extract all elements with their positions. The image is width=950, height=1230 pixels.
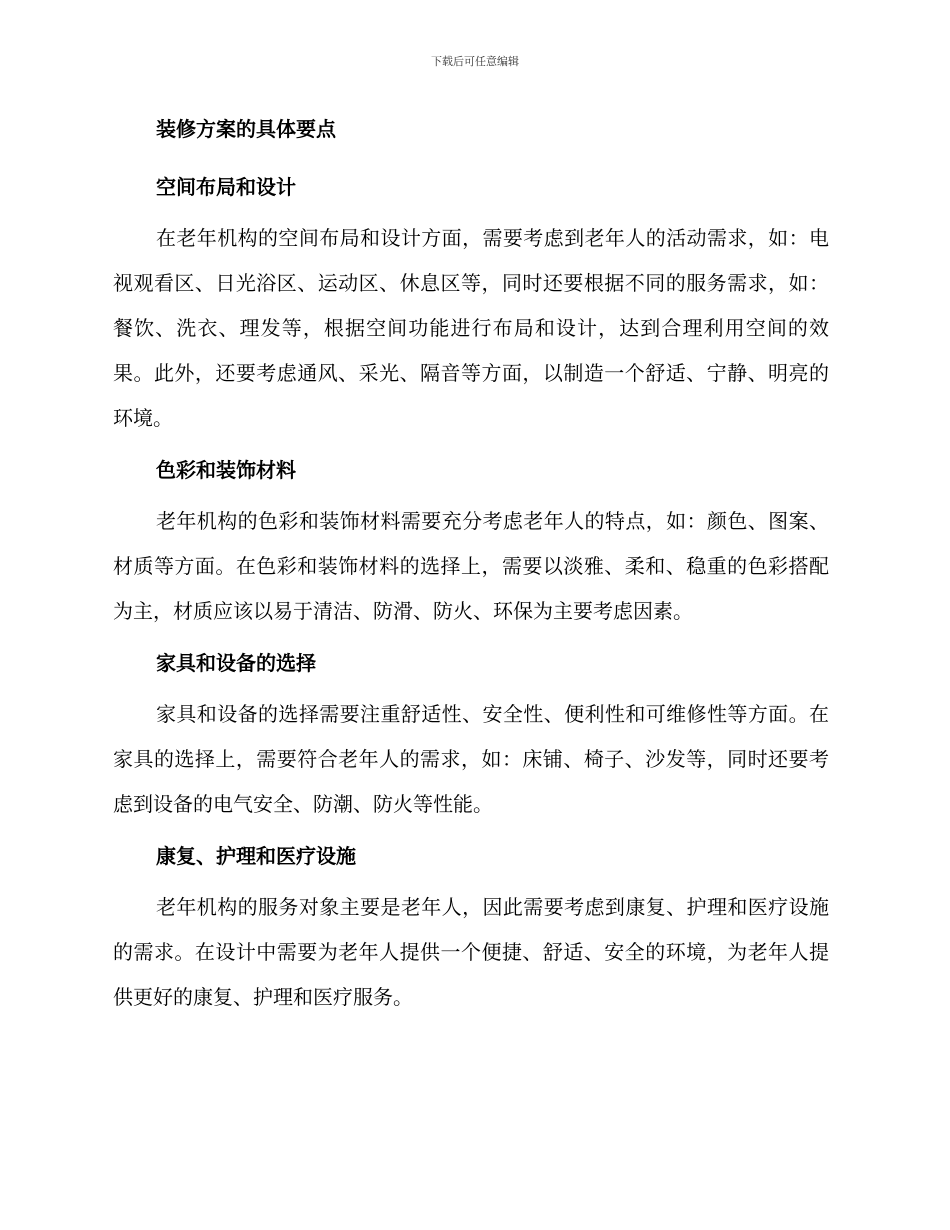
section-body-layout: 在老年机构的空间布局和设计方面，需要考虑到老年人的活动需求，如：电视观看区、日光浴区、运动区、休息区等，同时还要根据不同的服务需求，如：餐饮、洗衣、理发等，根据空间功能进行布局和设计，达到合理利用空间的效果。此外，还要考虑通风、采光、隔音等方面，以制造一个舒适、宁静、明亮的环境。 (113, 226, 829, 430)
section-body-colors: 老年机构的色彩和装饰材料需要充分考虑老年人的特点，如：颜色、图案、材质等方面。在色彩和装饰材料的选择上，需要以淡雅、柔和、稳重的色彩搭配为主，材质应该以易于清洁、防滑、防火、环保为主要考虑因素。 (113, 509, 829, 623)
section-body-medical: 老年机构的服务对象主要是老年人，因此需要考虑到康复、护理和医疗设施的需求。在设计中需要为老年人提供一个便捷、舒适、安全的环境，为老年人提供更好的康复、护理和医疗服务。 (113, 895, 829, 1009)
section-heading-furniture: 家具和设备的选择 (156, 651, 316, 675)
document-body (113, 112, 829, 1020)
section-heading-colors: 色彩和装饰材料 (156, 458, 296, 482)
document-title: 装修方案的具体要点 (156, 117, 336, 141)
section-heading-layout: 空间布局和设计 (156, 175, 296, 199)
page-header: 下载后可任意编辑 (431, 55, 519, 68)
section-heading-medical: 康复、护理和医疗设施 (156, 844, 356, 868)
section-body-furniture: 家具和设备的选择需要注重舒适性、安全性、便利性和可维修性等方面。在家具的选择上，需要符合老年人的需求，如：床铺、椅子、沙发等，同时还要考虑到设备的电气安全、防潮、防火等性能。 (113, 702, 829, 816)
